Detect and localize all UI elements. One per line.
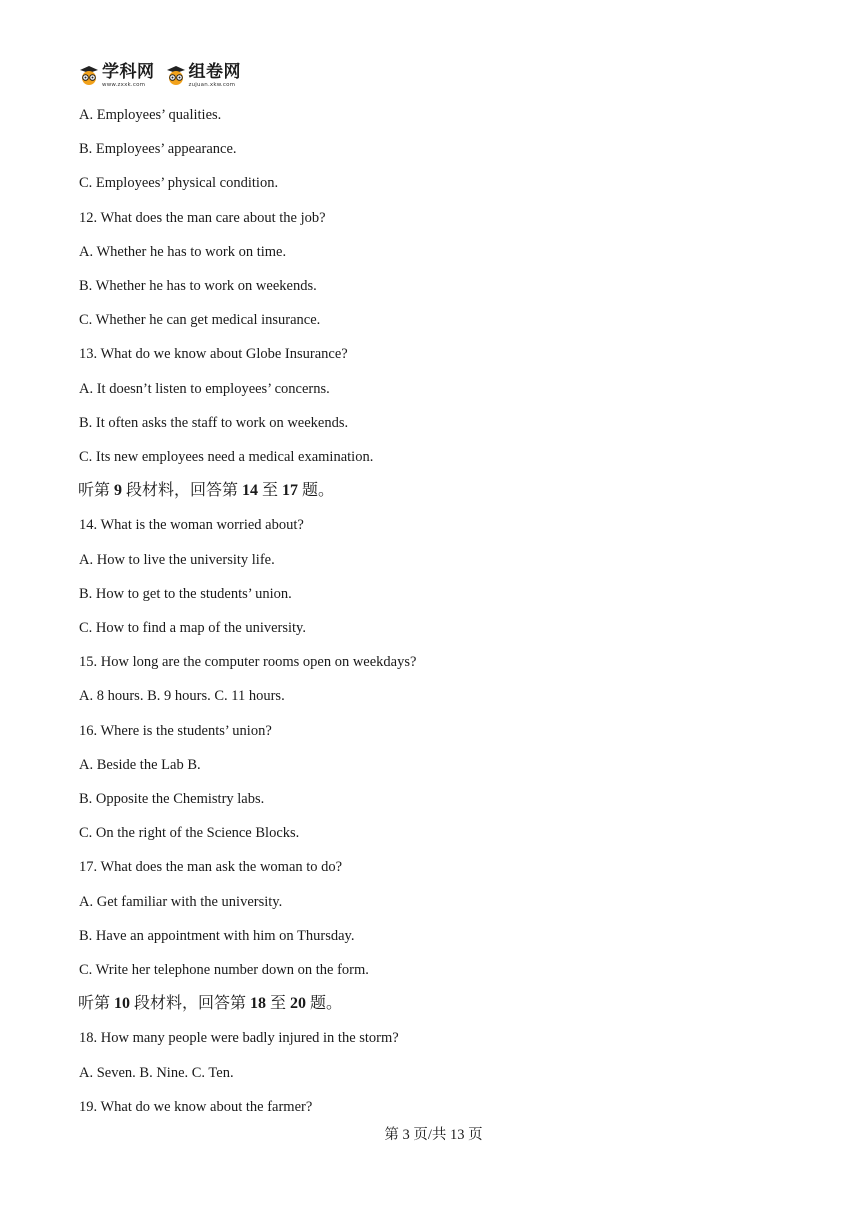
question-stem: 16. Where is the students’ union?: [79, 722, 272, 739]
section-heading: [78, 995, 342, 1013]
section-text: 段材料，回答第: [122, 482, 243, 500]
header-logos: [78, 64, 241, 92]
page-number: 第 3 页/共 13 页: [384, 1127, 483, 1143]
section-text: 听第: [78, 995, 115, 1013]
answer-option: A. Get familiar with the university.: [79, 893, 283, 910]
answer-option: B. Opposite the Chemistry labs.: [79, 791, 265, 807]
brand-xuekewang: [78, 64, 155, 89]
owl-icon: [78, 64, 100, 86]
section-text: 段材料，回答第: [130, 995, 251, 1013]
question-stem: 12. What does the man care about the job?: [79, 209, 326, 226]
section-number: 9: [114, 482, 123, 500]
answer-option: A. It doesn’t listen to employees’ concerns.: [79, 380, 330, 397]
section-text: 听第: [78, 482, 115, 500]
answer-option: A. Seven. B. Nine. C. Ten.: [79, 1064, 234, 1081]
section-number: 20: [290, 995, 307, 1013]
question-stem: 15. How long are the computer rooms open on weekdays?: [79, 654, 417, 671]
brand-name: 学科网: [102, 62, 155, 82]
section-text: 至: [258, 482, 283, 500]
question-stem: 13. What do we know about Globe Insurance?: [79, 346, 348, 363]
section-text: 至: [266, 995, 291, 1013]
brand-url: zujuan.xkw.com: [188, 82, 236, 88]
question-stem: 17. What does the man ask the woman to do?: [79, 859, 343, 876]
section-number: 17: [282, 482, 299, 500]
question-stem: 19. What do we know about the farmer?: [79, 1098, 313, 1115]
answer-option: C. Employees’ physical condition.: [79, 175, 279, 192]
owl-icon: [165, 64, 187, 86]
page-footer: [0, 1123, 867, 1144]
answer-option: B. Whether he has to work on weekends.: [79, 278, 317, 294]
section-heading: [78, 482, 334, 500]
section-number: 14: [242, 482, 259, 500]
section-number: 18: [250, 995, 267, 1013]
brand-name: 组卷网: [188, 62, 241, 82]
answer-option: C. Write her telephone number down on the form.: [79, 962, 369, 978]
answer-option: C. Whether he can get medical insurance.: [79, 312, 321, 329]
answer-option: B. How to get to the students’ union.: [79, 585, 292, 602]
brand-url: www.zxxk.com: [102, 82, 146, 88]
answer-option: A. 8 hours. B. 9 hours. C. 11 hours.: [79, 688, 285, 705]
answer-option: A. Beside the Lab B.: [79, 756, 201, 773]
answer-option: C. On the right of the Science Blocks.: [79, 825, 300, 842]
brand-zujuanwang: [165, 64, 242, 89]
answer-option: C. Its new employees need a medical examination.: [79, 449, 374, 465]
section-number: 10: [114, 995, 131, 1013]
section-text: 题。: [306, 995, 343, 1013]
answer-option: A. Employees’ qualities.: [79, 107, 222, 123]
question-stem: 18. How many people were badly injured in the storm?: [79, 1030, 399, 1047]
question-stem: 14. What is the woman worried about?: [79, 517, 304, 534]
answer-option: A. How to live the university life.: [79, 551, 275, 568]
section-text: 题。: [298, 482, 335, 500]
answer-option: B. Have an appointment with him on Thursday.: [79, 927, 355, 944]
answer-option: A. Whether he has to work on time.: [79, 243, 287, 260]
answer-option: B. Employees’ appearance.: [79, 141, 237, 158]
answer-option: B. It often asks the staff to work on weekends.: [79, 414, 349, 431]
answer-option: C. How to find a map of the university.: [79, 620, 306, 636]
